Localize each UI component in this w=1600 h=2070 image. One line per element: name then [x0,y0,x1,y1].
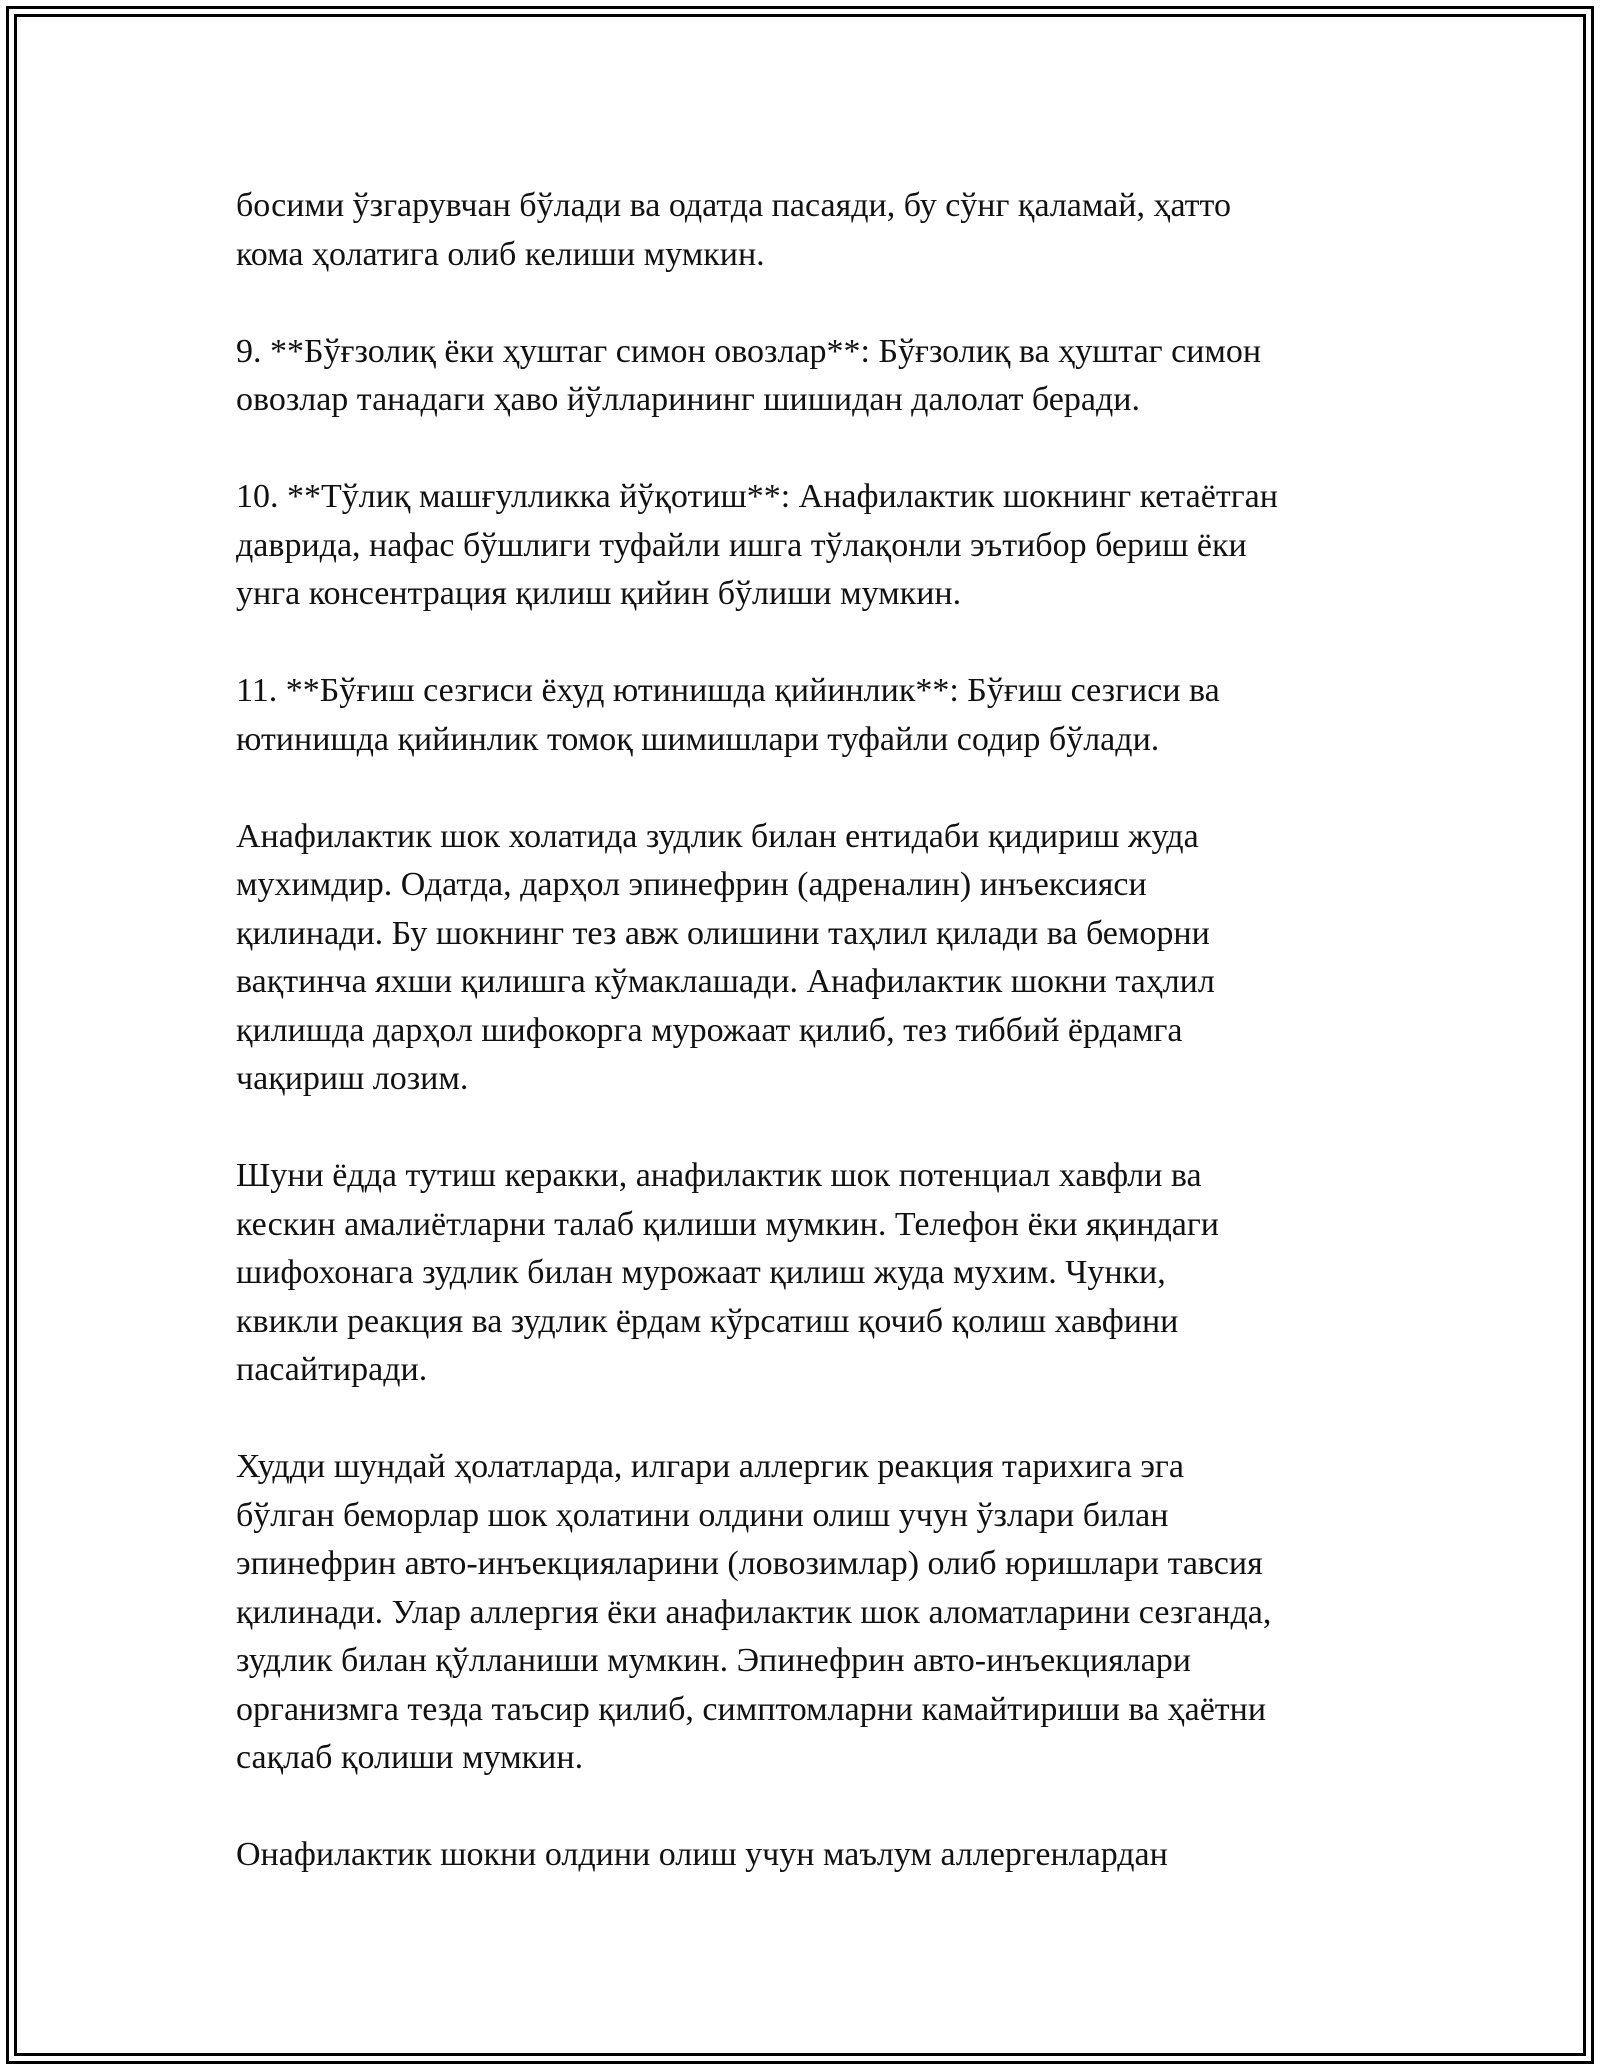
paragraph [236,1831,1376,1880]
text-line: ютинишда қийинлик томоқ шимишлари туфайли содир бўлади. [236,720,1160,758]
text-line: бўлган беморлар шок ҳолатини олдини олиш учун ўзлари билан [236,1496,1169,1534]
text-line: қилинади. Улар аллергия ёки анафилактик шок аломатларини сезганда, [236,1593,1272,1631]
text-line: овозлар танадаги ҳаво йўлларининг шишидан далолат беради. [236,381,1140,418]
text-line: Онафилактик шокни олдини олиш учун маълум аллергенлардан [236,1836,1168,1873]
text-line: шифохонага зудлик билан мурожаат қилиш жуда мухим. Чунки, [236,1254,1166,1291]
text-line: квикли реакция ва зудлик ёрдам кўрсатиш қочиб қолиш хавфини [236,1302,1179,1340]
paragraph [236,813,1376,1104]
paragraph [236,1152,1376,1395]
paragraph [236,1443,1376,1783]
text-line: даврида, нафас бўшлиги туфайли ишга тўлақонли эътибор бериш ёки [236,526,1247,564]
text-line: вақтинча яхши қилишга кўмаклашади. Анафилактик шокни таҳлил [236,963,1215,1000]
text-line: зудлик билан қўлланиши мумкин. Эпинефрин авто-инъекциялари [236,1642,1191,1679]
paragraph [236,328,1376,425]
text-line: пасайтиради. [236,1351,428,1388]
text-line: эпинефрин авто-инъекцияларини (ловозимлар) олиб юришлари тавсия [236,1545,1263,1582]
text-line: Анафилактик шок холатида зудлик билан ентидаби қидириш жуда [236,817,1199,855]
text-line: кескин амалиётларни талаб қилиши мумкин. Телефон ёки яқиндаги [236,1205,1219,1243]
text-line: унга консентрация қилиш қийин бўлиши мумкин. [236,575,962,612]
paragraph [236,182,1376,279]
paragraph [236,473,1376,619]
paragraph [236,667,1376,764]
text-line: организмга тезда таъсир қилиб, симптомларни камайтириши ва ҳаётни [236,1690,1267,1728]
text-line: мухимдир. Одатда, дарҳол эпинефрин (адреналин) инъексияси [236,866,1147,903]
document-body [236,182,1376,1928]
text-line: 9. **Бўғзолиқ ёки ҳуштаг симон овозлар**: Бўғзолиқ ва ҳуштаг симон [236,332,1262,370]
text-line: қилишда дарҳол шифокорга мурожаат қилиб, тез тиббий ёрдамга [236,1011,1183,1049]
text-line: 11. **Бўғиш сезгиси ёхуд ютинишда қийинлик**: Бўғиш сезгиси ва [236,672,1220,709]
text-line: 10. **Тўлиқ машғулликка йўқотиш**: Анафилактик шокнинг кетаётган [236,478,1278,515]
text-line: Худди шундай ҳолатларда, илгари аллергик реакция тарихига эга [236,1448,1184,1485]
text-line: Шуни ёдда тутиш керакки, анафилактик шок потенциал хавфли ва [236,1157,1202,1194]
text-line: босими ўзгарувчан бўлади ва одатда пасаяди, бу сўнг қаламай, ҳатто [236,187,1231,224]
text-line: сақлаб қолиши мумкин. [236,1739,584,1776]
text-line: кома ҳолатига олиб келиши мумкин. [236,235,765,273]
text-line: қилинади. Бу шокнинг тез авж олишини таҳлил қилади ва беморни [236,914,1210,952]
text-line: чақириш лозим. [236,1060,469,1097]
